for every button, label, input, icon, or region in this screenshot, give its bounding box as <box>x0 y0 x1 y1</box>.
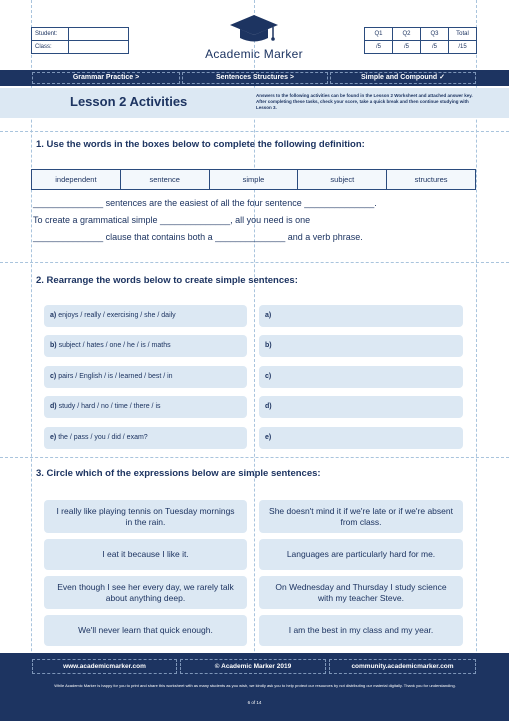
expression-option[interactable]: I am the best in my class and my year. <box>259 615 463 646</box>
scrambled-sentence: b) subject / hates / one / he / is / maths <box>44 335 247 357</box>
logo-text: Academic Marker <box>205 47 303 61</box>
footer-website-link[interactable]: www.academicmarker.com <box>32 659 177 674</box>
lesson-note: Answers to the following activities can be found in the Lesson 2 Worksheet and attached answer key. After completing these tasks, check your score, take a quick break and then continue studying with Lesson 3. <box>256 93 473 110</box>
scrambled-sentence: a) enjoys / really / exercising / she / daily <box>44 305 247 327</box>
class-label: Class: <box>32 41 69 54</box>
academic-marker-logo <box>198 14 310 61</box>
answer-field[interactable]: e) <box>259 427 463 449</box>
word-box: sentence <box>121 170 210 189</box>
page-number: 6 of 14 <box>247 700 262 705</box>
score-header: Q3 <box>421 28 449 41</box>
scrambled-sentence: c) pairs / English / is / learned / best / in <box>44 366 247 388</box>
guide-line-q1 <box>0 131 509 132</box>
question-3-title: 3. Circle which of the expressions below are simple sentences: <box>36 468 321 479</box>
student-class-table <box>31 27 129 54</box>
student-field[interactable] <box>69 28 129 41</box>
score-value[interactable]: /15 <box>449 41 477 54</box>
breadcrumb-grammar-practice[interactable]: Grammar Practice > <box>32 72 180 84</box>
answer-field[interactable]: c) <box>259 366 463 388</box>
footer-notice: While Academic Marker is happy for you to print and share this worksheet with as many students as you wish, we kindly ask you to help protect our resources by not distributing our material digitally. Thank you for understanding. <box>54 683 456 688</box>
expression-option[interactable]: I eat it because I like it. <box>44 539 247 570</box>
class-field[interactable] <box>69 41 129 54</box>
guide-line-q3 <box>0 457 509 458</box>
word-box: simple <box>210 170 299 189</box>
expression-option[interactable]: I really like playing tennis on Tuesday mornings in the rain. <box>44 500 247 533</box>
score-table <box>364 27 477 54</box>
score-value[interactable]: /5 <box>393 41 421 54</box>
definition-line: ______________ clause that contains both a ______________ and a verb phrase. <box>33 232 363 242</box>
footer-copyright: © Academic Marker 2019 <box>180 659 326 674</box>
word-bank <box>31 169 476 190</box>
footer-community-link[interactable]: community.academicmarker.com <box>329 659 476 674</box>
score-header: Q2 <box>393 28 421 41</box>
definition-line: ______________ sentences are the easiest of all the four sentence ______________. <box>33 198 377 208</box>
word-box: independent <box>32 170 121 189</box>
expression-option[interactable]: She doesn't mind it if we're late or if we're absent from class. <box>259 500 463 533</box>
expression-option[interactable]: We'll never learn that quick enough. <box>44 615 247 646</box>
scrambled-sentence: e) the / pass / you / did / exam? <box>44 427 247 449</box>
score-value[interactable]: /5 <box>421 41 449 54</box>
breadcrumb-simple-compound[interactable]: Simple and Compound ✓ <box>330 72 476 84</box>
lesson-title: Lesson 2 Activities <box>70 94 188 109</box>
word-box: structures <box>414 175 448 184</box>
answer-field[interactable]: d) <box>259 396 463 418</box>
expression-option[interactable]: Even though I see her every day, we rarely talk about anything deep. <box>44 576 247 609</box>
score-value[interactable]: /5 <box>365 41 393 54</box>
student-label: Student: <box>32 28 69 41</box>
score-header: Q1 <box>365 28 393 41</box>
definition-line: To create a grammatical simple ______________, all you need is one <box>33 215 311 225</box>
expression-option[interactable]: Languages are particularly hard for me. <box>259 539 463 570</box>
expression-option[interactable]: On Wednesday and Thursday I study science with my teacher Steve. <box>259 576 463 609</box>
question-1-title: 1. Use the words in the boxes below to complete the following definition: <box>36 139 365 150</box>
graduation-cap-icon <box>229 14 279 46</box>
question-2-title: 2. Rearrange the words below to create simple sentences: <box>36 275 298 286</box>
word-box: subject <box>298 170 387 189</box>
answer-field[interactable]: b) <box>259 335 463 357</box>
breadcrumb-sentence-structures[interactable]: Sentences Structures > <box>182 72 328 84</box>
answer-field[interactable]: a) <box>259 305 463 327</box>
scrambled-sentence: d) study / hard / no / time / there / is <box>44 396 247 418</box>
score-header: Total <box>449 28 477 41</box>
guide-line-q2 <box>0 262 509 263</box>
